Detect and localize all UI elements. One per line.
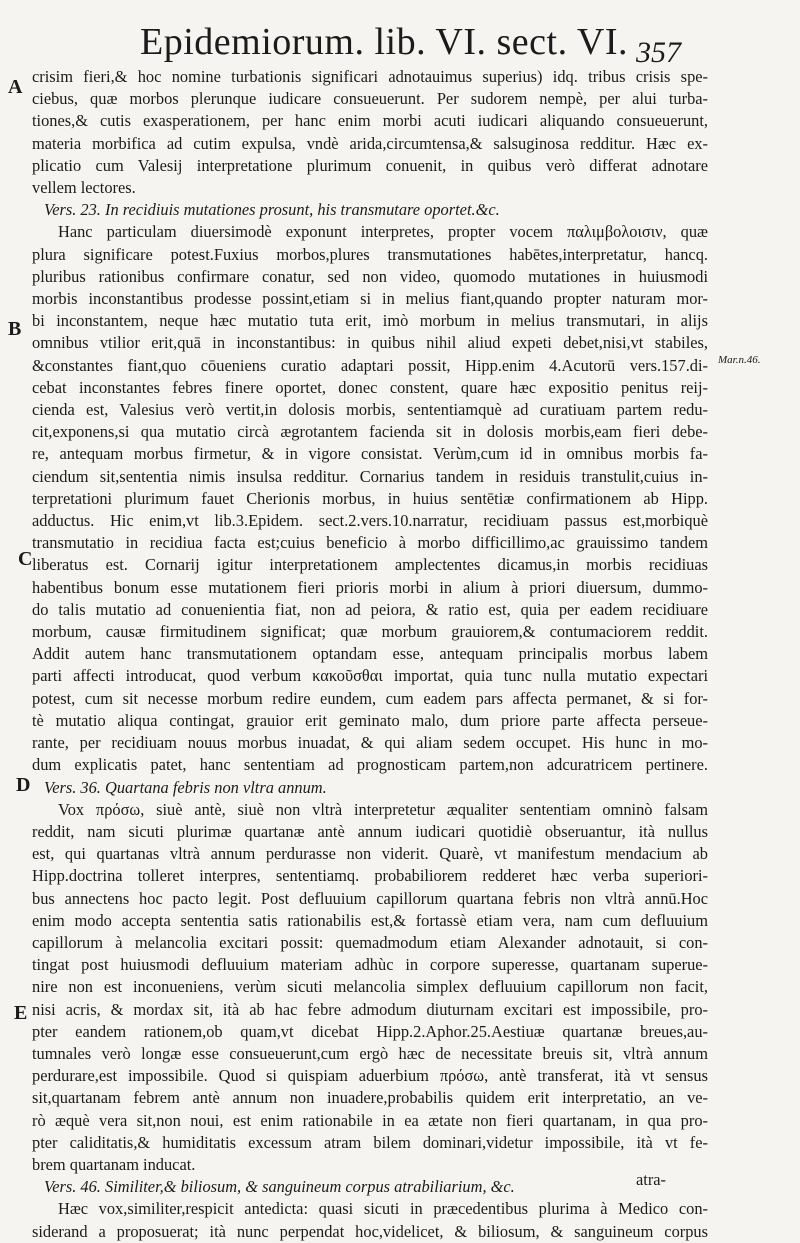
text-line: est, qui quartanas vltrà annum perdurasse non viderit. Quarè, vt manifestum mendacium ab [32,844,708,864]
text-line: liberatus est. Cornarij igitur interpretationem amplectentes dicamus,in morbis recidiuas [32,555,708,575]
text-line: pter eandem rationem,ob quam,vt dicebat Hipp.2.Aphor.25.Aestiuæ quartanæ breues,au- [32,1021,708,1041]
text-line: cienda est, Valesius verò vertit,in dolosis morbis, sententiamquè ad curatiuam partem redu- [32,400,708,420]
text-line: materia morbifica ad cutim expulsa, vndè arida,circumtensa,& salsuginosa redditur. Hæc ex- [32,133,708,153]
text-line: do talis mutatio ad conuenientia fiat, non ad peiora, & ratio est, quia per eadem recidiuare [32,599,708,619]
text-line: siderand a proposuerat; ità nunc perpendat hoc,videlicet, & biliosum, & sanguineum corpus [32,1221,708,1241]
text-line: crisim fieri,& hoc nomine turbationis significari adnotauimus superius) idq. tribus crisis spe- [32,67,708,86]
text-line: omnibus vtilior erit,quā in inconstantibus: in quibus nihil aliud expeti debet,nisi,vt stabiles, [32,333,708,353]
text-line: perdurare,est impossibile. Quod si quispiam aduerbium πρόσω, antè transferat, ità vt sensus [32,1066,708,1086]
margin-letter-b: B [8,318,22,340]
text-line: Addit autem hanc transmutationem optandam esse, antequam principalis morbus labem [32,644,708,664]
text-line: tumnales verò longæ esse consueuerunt,cum ergò hæc de necessitate breuis sit, vltrà annum [32,1043,708,1063]
text-line: adductus. Hic enim,vt lib.3.Epidem. sect.2.vers.10.narratur, recidiuam passus est,morbiquè [32,511,708,531]
text-line: bi inconstantem, neque hæc mutatio tuta erit, imò morbum in melius transmutari, in alijs [32,311,708,331]
text-line: morbis inconstantibus prodesse possint,etiam si in melius fiant,quando propter naturam mor- [32,289,708,309]
text-line: nisi acris, & mordax sit, ità ab hac febre admodum diuturnam excitari est impossibile, pro- [32,999,708,1019]
text-line: plicatio cum Valesij interpretatione plurimum conuenit, in quibus verò differat adnotare [32,155,708,175]
margin-letter-e: E [14,1002,28,1024]
text-line: habentibus bonum esse mutationem fieri prioris morbi in alium à priori diuersum, dummo- [32,577,708,597]
text-line: tingat post huiusmodi defluuium materiam adhùc in corpore superesse, quartanam superue- [32,955,708,975]
text-line: enim modo accepta sententia satis rationabilis est,& fortassè etiam vera, nam cum defluuium [32,910,708,930]
text-body [32,66,708,1243]
verse-heading: Vers. 46. Similiter,& biliosum, & sanguineum corpus atrabiliarium, &c. [44,1177,515,1197]
catchword: atra- [636,1170,667,1189]
text-line: brem quartanam inducat. [32,1154,196,1174]
margin-letter-a: A [8,76,23,98]
text-line: &constantes fiant,quo cōueniens curatio adaptari possit, Hipp.enim 4.Acutorū vers.157.di- [32,355,708,375]
text-line: Vox πρόσω, siuè antè, siuè non vltrà interpretetur æqualiter sententiam omninò falsam [58,799,708,819]
text-line: capillorum à melancolia excitari possit: quemadmodum etiam Alexander adnotauit, si con- [32,932,708,952]
text-line: Hipp.doctrina tolleret interpres, sententiamq. probabiliorem redderet hæc verba superiori- [32,866,708,886]
page-number: 357 [636,36,681,69]
text-line: dum explicatis patet, hanc sententiam ad prognosticam partem,non adcuratricem pertinere. [32,755,708,775]
text-line: parti affecti introducat, quod verbum κακοῦσθαι importat, quia tunc nulla mutatio expectari [32,666,708,686]
text-line: Hanc particulam diuersimodè exponunt interpretes, propter vocem παλιμβολοισιν, quæ [58,222,708,242]
text-line: nire non est inconueniens, verùm sicuti melancolia simplex defluuium capillorum non facit, [32,977,708,997]
margin-letter-d: D [16,774,31,796]
text-line: re, antequam morbus firmetur, & in vigore consistat. Verùm,cum id in omnibus morbis fa- [32,444,708,464]
verse-heading: Vers. 23. In recidiuis mutationes prosunt, his transmutare oportet.&c. [44,200,500,220]
text-line: bus annectens hoc pacto legit. Post defluuium capillorum quartana febris non vltrà annū.Hoc [32,888,708,908]
text-line: plura significare potest.Fuxius morbos,plures transmutationes habētes,interpretatur, hancq. [32,244,708,264]
text-line: vellem lectores. [32,178,136,198]
text-line: pter caliditatis,& humiditatis excessum atram bilem dominari,videtur impossibile, ità vt fe- [32,1132,708,1152]
text-line: pluribus rationibus confirmare conatur, sed non video, quomodo mutationes in huiusmodi [32,266,708,286]
page-title: Epidemiorum. lib. VI. sect. VI. [140,21,628,63]
margin-letter-c: C [18,548,33,570]
text-line: cebat inconstantes febres finere oportet, donec constent, quare hæc expositio penitus reij- [32,377,708,397]
margin-note: Mar.n.46. [718,354,761,366]
text-line: tè mutatio aliqua contingat, grauior erit geminato malo, dum priore parte affecta perseue- [32,710,708,730]
verse-heading: Vers. 36. Quartana febris non vltra annum. [44,777,327,797]
text-line: Hæc vox,similiter,respicit antedicta: quasi sicuti in præcedentibus plurima à Medico con- [58,1199,708,1219]
text-line: rante, per recidiuam nouus morbus inuadat, & qui aliam sedem occupet. His hunc in mo- [32,733,708,753]
text-line: sit,quartanam febrem antè annum non inuadere,probabilis quidem erit interpretatio, an ve- [32,1088,708,1108]
text-line: morbum, causæ firmitudinem significat; quæ morbum grauiorem,& contumaciorem reddit. [32,622,708,642]
text-line: rò æquè vera sit,non noui, est enim rationabile in ea ætate non fieri quartanam, in qua pro- [32,1110,708,1130]
text-line: ciendum sit,sententia nimis insulsa redditur. Cornarius tandem in residuis transtulit,cuius in- [32,466,708,486]
text-line: cit,exponens,si qua mutatio circà ægrotantem facienda sit in dolosis morbis,eam fieri debe- [32,422,708,442]
text-line: terpretationi plurimum fauet Cherionis morbus, in huius sentētiæ confirmationem ab Hipp. [32,488,708,508]
running-header [0,14,800,69]
text-line: potest, cum sit necesse morbum redire eundem, cum eadem pars affecta permanet, & si for- [32,688,708,708]
text-line: tiones,& cutis exasperationem, per hanc enim morbi acuti iudicari aliquando consueuerunt, [32,111,708,131]
text-line: ciebus, quæ morbos plerunque iudicare consueuerunt. Per sudorem nempè, per alui turba- [32,89,708,109]
text-line: reddit, nam sicuti plurimæ quartanæ antè annum iudicari quotidiè obseruantur, ità nullus [32,821,708,841]
text-line: transmutatio in recidiua facta est;cuius beneficio à morbo difficillimo,ac grauissimo tandem [32,533,708,553]
